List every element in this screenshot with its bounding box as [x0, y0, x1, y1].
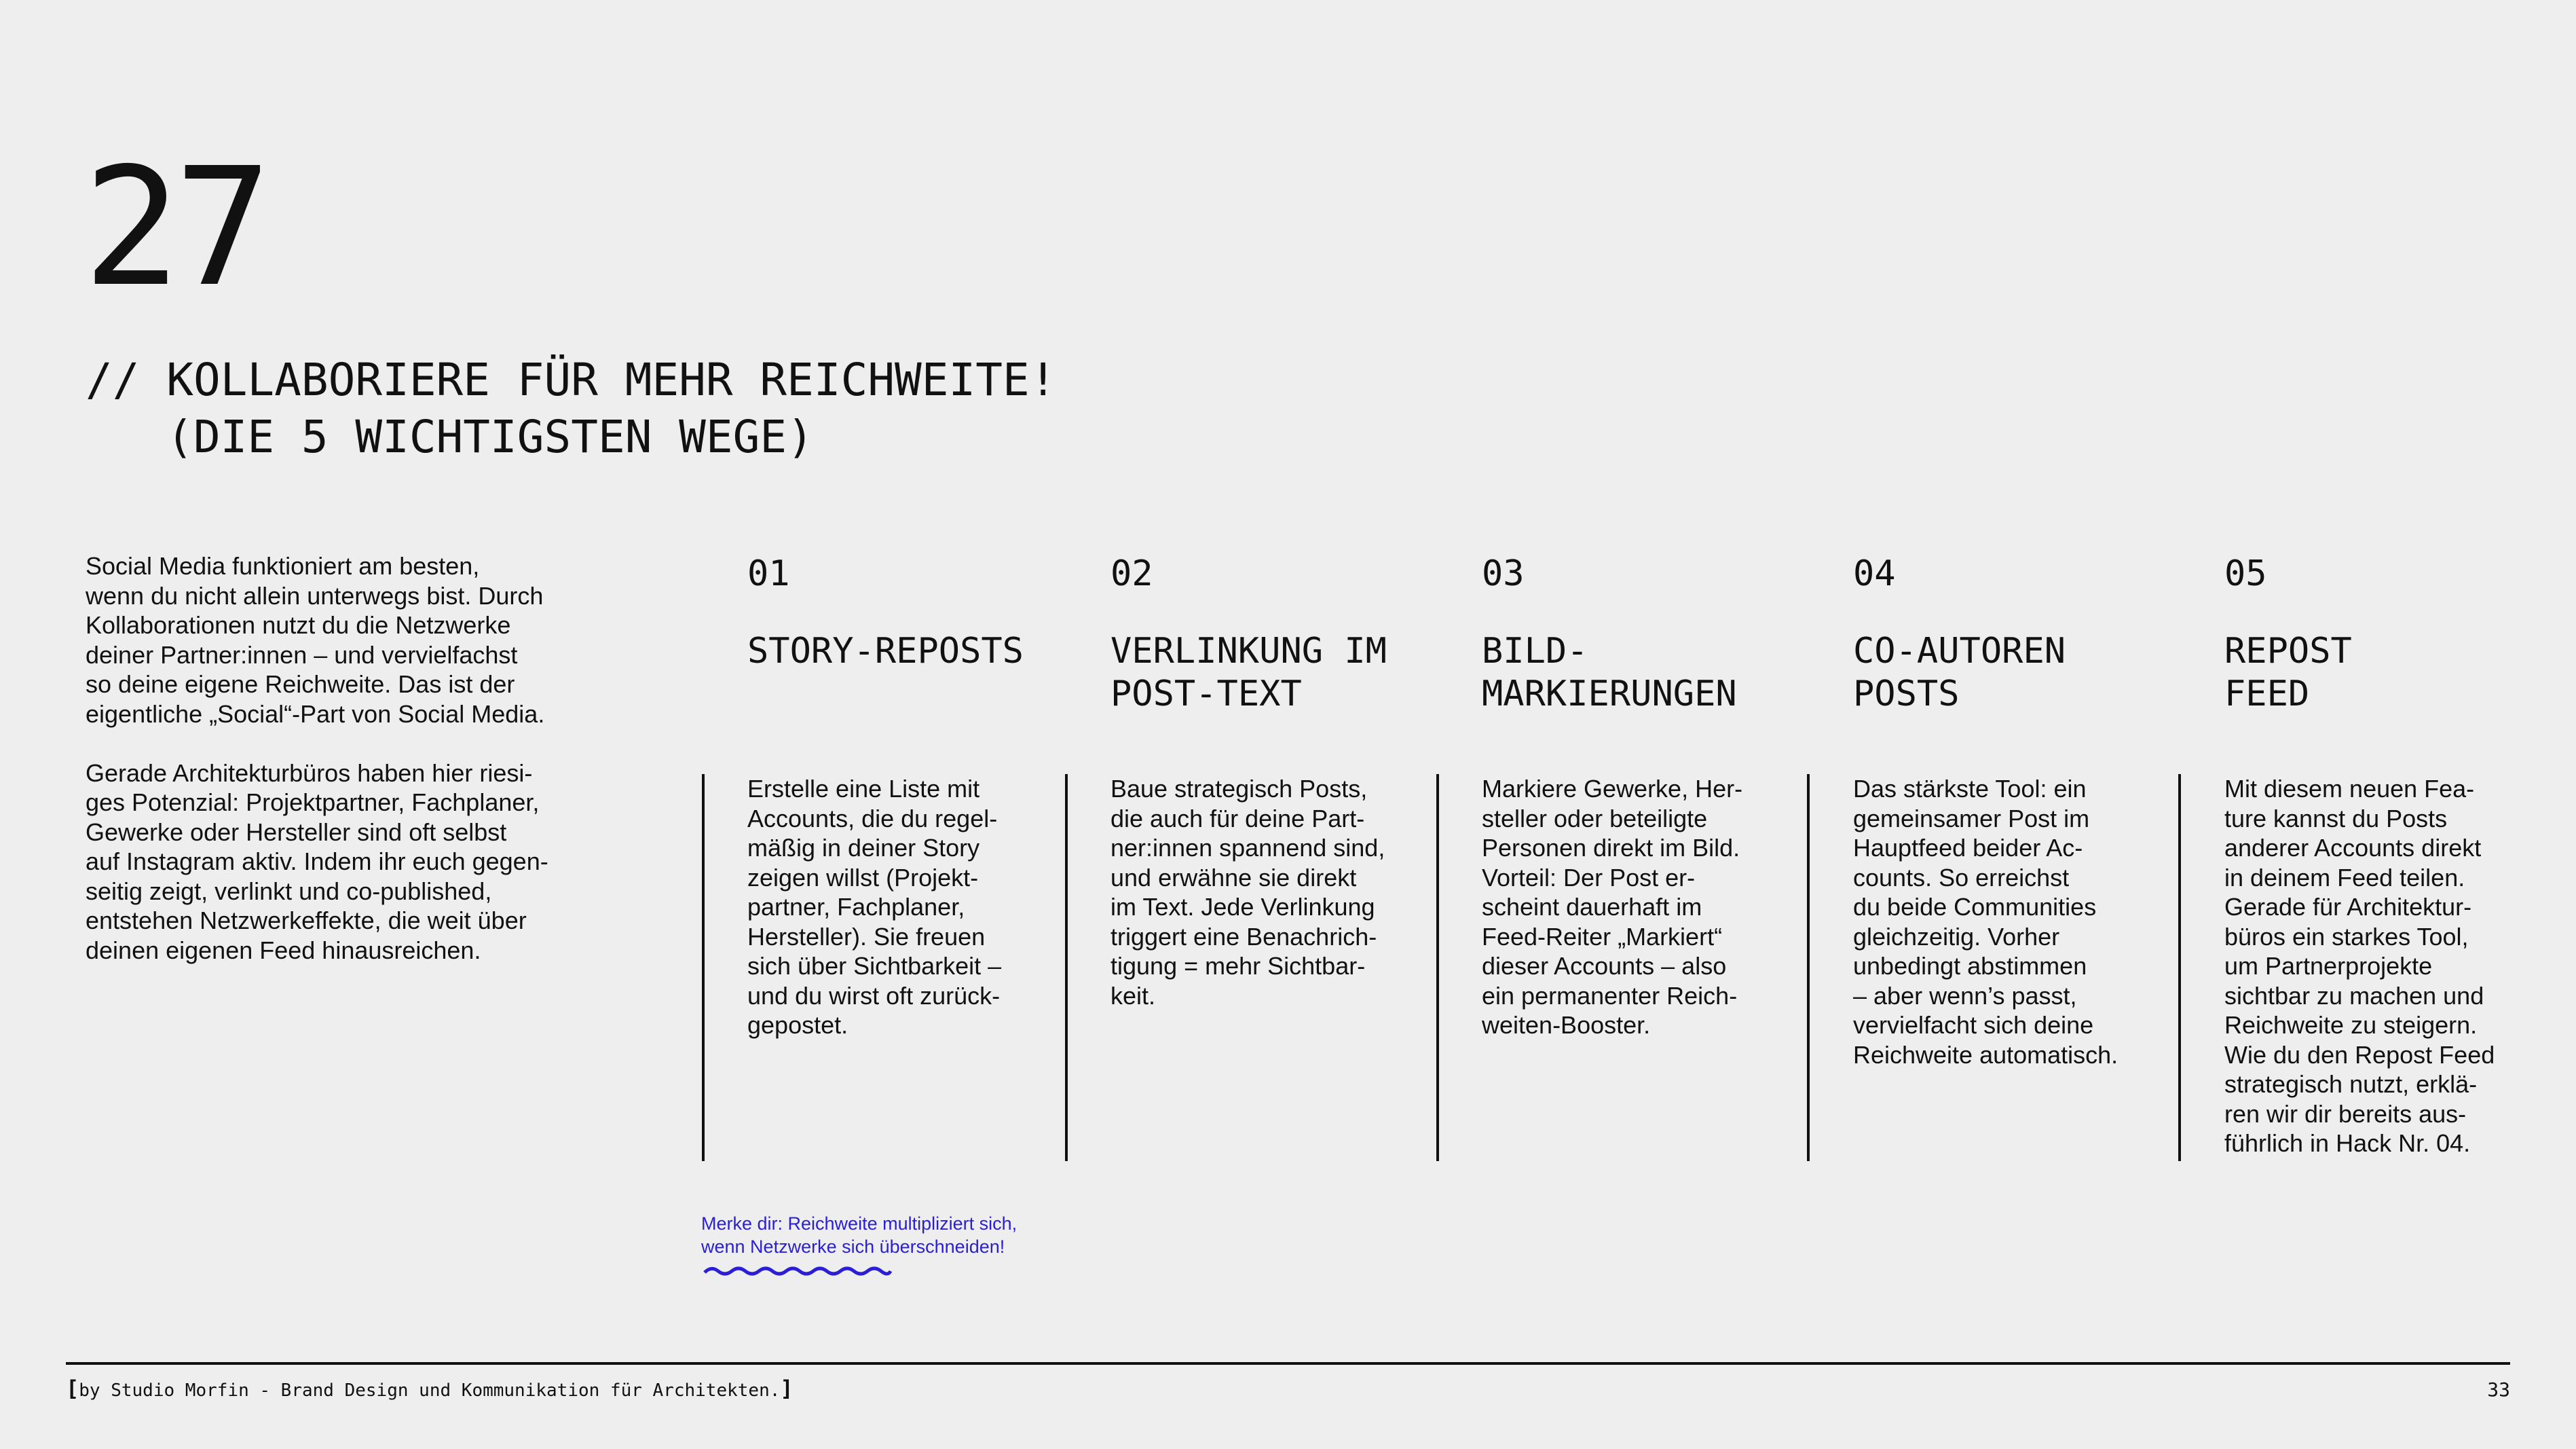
hack-number: 27 [83, 132, 265, 323]
way-body: Markiere Gewerke, Her- steller oder beteiligte Personen direkt im Bild. Vorteil: Der Post er- scheint dauerhaft im Feed-Reiter „Markiert“ dieser Accounts – also ein permanenter Reich- weiten-Booster. [1482, 775, 1743, 1039]
way-title: STORY-REPOSTS [747, 631, 1024, 672]
way-number: 03 [1482, 553, 1525, 594]
footer-rule [66, 1362, 2510, 1365]
page-number: 33 [2487, 1378, 2510, 1401]
column-divider [702, 774, 705, 1161]
bracket-close: ] [780, 1376, 794, 1401]
way-title: REPOST FEED [2224, 631, 2352, 714]
way-title: BILD- MARKIERUNGEN [1482, 631, 1737, 714]
intro-text: Social Media funktioniert am besten, wenn du nicht allein unterwegs bist. Durch Kollaborationen nutzt du die Netzwerke deiner Partner:innen – und vervielfachst so deine eigene Reichweite. Das ist der eigentliche „Social“-Part von Social Media. Gerade Architekturbüros haben hier riesi- ges Potenzial: Projektpartner, Fachplaner, Gewerke oder Hersteller sind oft selbst auf Instagram aktiv. Indem ihr euch gegen- seitig zeigt, verlinkt und co-published, entstehen Netzwerkeffekte, die weit über deinen eigenen Feed hinausreichen. [86, 552, 548, 964]
credit-text: by Studio Morfin - Brand Design und Kommunikation für Architekten. [79, 1380, 781, 1401]
bracket-open: [ [66, 1376, 79, 1401]
way-number: 04 [1853, 553, 1896, 594]
way-title: VERLINKUNG IM POST-TEXT [1110, 631, 1387, 714]
page-title: // KOLLABORIERE FÜR MEHR REICHWEITE! (DIE 5 WICHTIGSTEN WEGE) [86, 354, 1057, 463]
way-body: Das stärkste Tool: ein gemeinsamer Post im Hauptfeed beider Ac- counts. So erreichst du beide Communities gleichzeitig. Vorher unbedingt abstimmen – aber wenn’s passt, vervielfacht sich deine Reichweite automatisch. [1853, 775, 2118, 1069]
way-number: 02 [1110, 553, 1153, 594]
way-number: 05 [2224, 553, 2267, 594]
way-title: CO-AUTOREN POSTS [1853, 631, 2066, 714]
wavy-underline-icon [703, 1264, 893, 1278]
way-body: Baue strategisch Posts, die auch für deine Part- ner:innen spannend sind, und erwähne sie direkt im Text. Jede Verlinkung triggert eine Benachrich- tigung = mehr Sichtbar- keit. [1110, 775, 1385, 1010]
reminder-note: Merke dir: Reichweite multipliziert sich, wenn Netzwerke sich überschneiden! [701, 1213, 1018, 1257]
way-body: Erstelle eine Liste mit Accounts, die du regel- mäßig in deiner Story zeigen willst (Projekt- partner, Fachplaner, Hersteller). Sie freuen sich über Sichtbarkeit – und du wirst oft zurück- gepostet. [747, 775, 1002, 1039]
way-body: Mit diesem neuen Fea- ture kannst du Posts anderer Accounts direkt in deinem Feed teilen. Gerade für Architektur- büros ein starkes Tool, um Partnerprojekte sichtbar zu machen und Reichweite zu steigern. Wie du den Repost Feed strategisch nutzt, erklä- ren wir dir bereits aus- führlich in Hack Nr. 04. [2224, 775, 2495, 1157]
way-number: 01 [747, 553, 790, 594]
footer-credit [66, 1376, 794, 1401]
